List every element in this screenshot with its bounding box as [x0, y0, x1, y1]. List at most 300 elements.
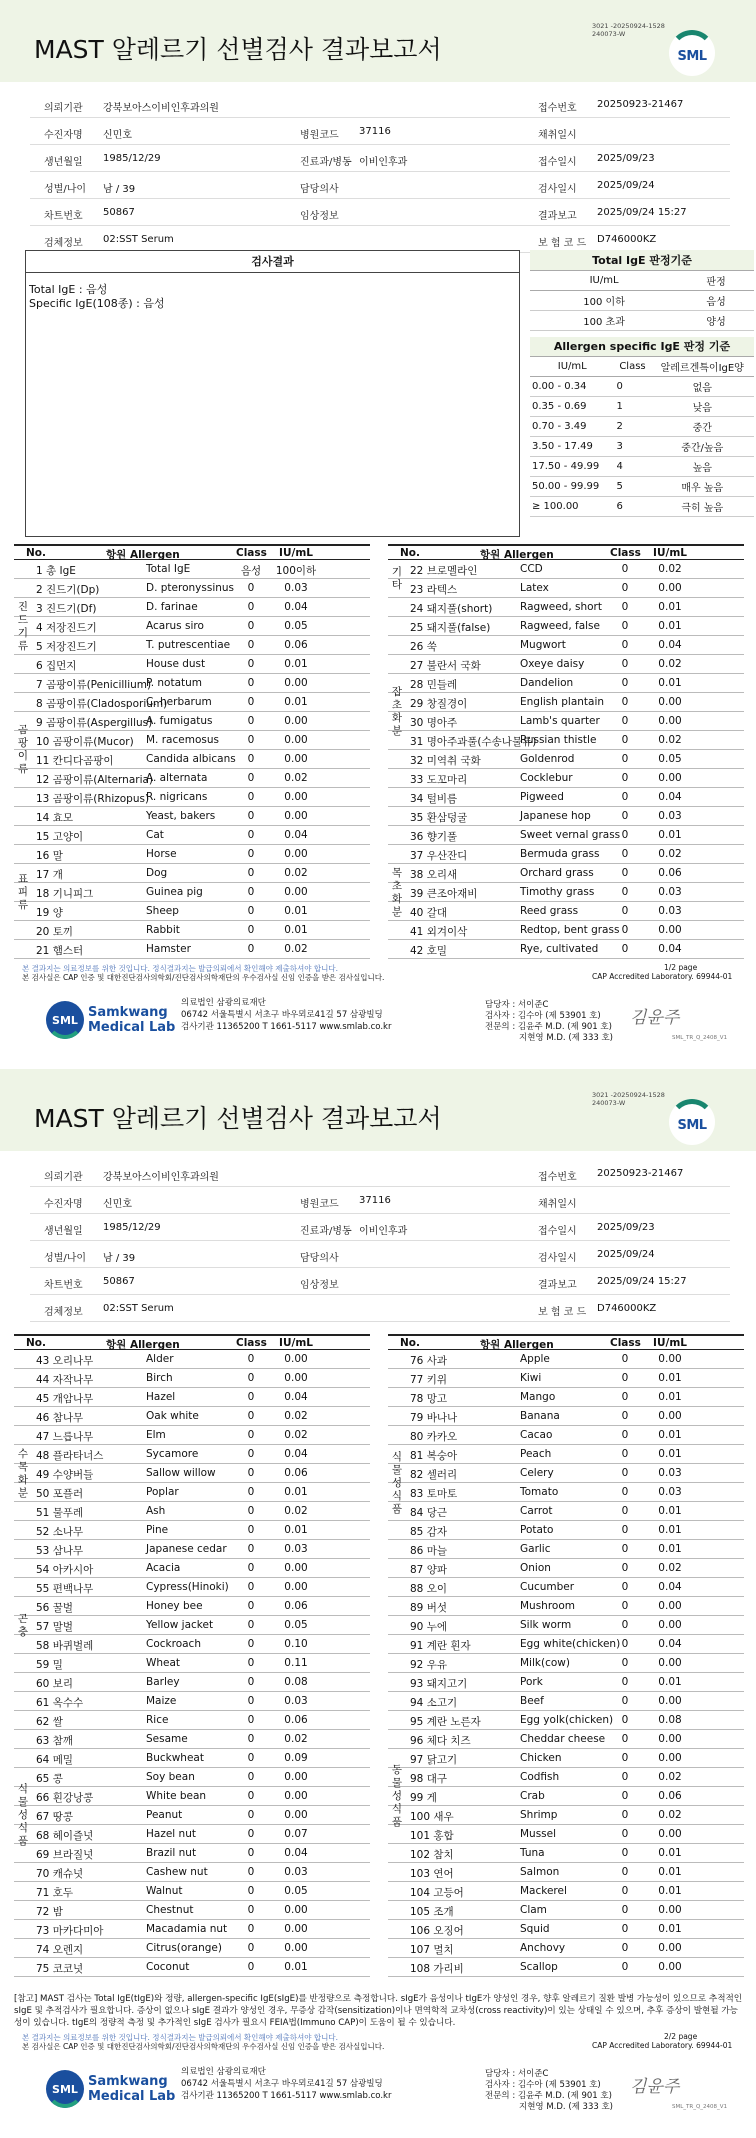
allergen-iu: 0.00: [284, 810, 308, 822]
allergen-class: 0: [621, 1562, 629, 1574]
allergen-iu: 0.04: [284, 1391, 308, 1403]
allergen-row: [14, 579, 370, 598]
allergen-korean: 59 밀: [36, 1659, 63, 1671]
allergen-korean: 11 칸디다곰팡이: [36, 755, 114, 767]
criteria-row: [530, 397, 754, 417]
allergen-korean: 31 명아주과풀(수송나물류): [410, 736, 537, 748]
info-label: 성별/나이: [44, 1253, 87, 1264]
allergen-iu: 0.00: [284, 1790, 308, 1802]
allergen-korean: 61 옥수수: [36, 1697, 84, 1709]
criteria-unit-head: IU/mL: [530, 357, 615, 377]
allergen-korean: 53 삼나무: [36, 1545, 84, 1557]
allergen-row: [14, 1445, 370, 1464]
allergen-iu: 0.00: [658, 772, 682, 784]
category-label: 동 물 성 식 품: [391, 1764, 403, 1828]
allergen-korean: 54 아카시아: [36, 1564, 94, 1576]
info-label: 담당의사: [300, 1253, 339, 1264]
allergen-row: [388, 1787, 744, 1806]
allergen-english: CCD: [520, 563, 543, 575]
info-value: 남 / 39: [103, 184, 136, 195]
cap-accreditation: CAP Accredited Laboratory. 69944-01: [592, 972, 733, 981]
allergen-row: [388, 1749, 744, 1768]
criteria-range: 17.50 - 49.99: [530, 457, 615, 477]
allergen-row: [388, 655, 744, 674]
allergen-korean: 108 가리비: [410, 1963, 464, 1975]
allergen-english: Banana: [520, 1410, 560, 1422]
info-label: 생년월일: [44, 1226, 83, 1237]
allergen-row: [14, 1578, 370, 1597]
criteria-range: 100 초과: [530, 310, 678, 330]
allergen-english: Sweet vernal grass: [520, 829, 621, 841]
info-label: 결과보고: [538, 211, 577, 222]
allergen-row: [14, 693, 370, 712]
allergen-english: Sallow willow: [146, 1467, 216, 1479]
allergen-iu: 0.02: [658, 1771, 682, 1783]
allergen-iu: 0.00: [284, 1904, 308, 1916]
allergen-iu: 0.00: [658, 1657, 682, 1669]
allergen-english: Chicken: [520, 1752, 562, 1764]
allergen-english: R. nigricans: [146, 791, 208, 803]
allergen-korean: 26 쑥: [410, 641, 437, 653]
category-label: 식 물 성 식 품: [17, 1783, 29, 1847]
allergen-korean: 52 소나무: [36, 1526, 84, 1538]
allergen-iu: 0.01: [658, 1676, 682, 1688]
allergen-row: [14, 1673, 370, 1692]
allergen-iu: 0.05: [658, 753, 682, 765]
allergen-english: Alder: [146, 1353, 174, 1365]
allergen-iu: 0.04: [284, 829, 308, 841]
info-label: 진료과/병동: [300, 157, 352, 168]
allergen-english: Kiwi: [520, 1372, 542, 1384]
allergen-english: Tuna: [520, 1847, 545, 1859]
allergen-class: 0: [621, 1885, 629, 1897]
allergen-korean: 100 새우: [410, 1811, 454, 1823]
allergen-iu: 0.01: [284, 1486, 308, 1498]
allergen-iu: 0.02: [658, 563, 682, 575]
allergen-row: [388, 1692, 744, 1711]
info-label: 임상정보: [300, 211, 339, 222]
criteria-class: 5: [615, 477, 651, 497]
allergen-iu: 0.07: [284, 1828, 308, 1840]
info-row: [30, 172, 730, 199]
allergen-class: 0: [247, 1581, 255, 1593]
allergen-korean: 33 도꼬마리: [410, 774, 468, 786]
allergen-row: [14, 1540, 370, 1559]
info-label: 차트번호: [44, 1280, 83, 1291]
allergen-row: [388, 1654, 744, 1673]
page-number: 2/2 page: [664, 2032, 698, 2041]
allergen-iu: 0.04: [284, 1847, 308, 1859]
allergen-iu: 0.00: [658, 1695, 682, 1707]
allergen-korean: 23 라텍스: [410, 584, 458, 596]
allergen-iu: 0.04: [658, 1638, 682, 1650]
allergen-korean: 92 우유: [410, 1659, 447, 1671]
allergen-row: [14, 731, 370, 750]
allergen-english: Oxeye daisy: [520, 658, 585, 670]
total-ige-criteria: [530, 250, 754, 331]
criteria-amount: 중간: [650, 417, 754, 437]
criteria-range: 0.00 - 0.34: [530, 377, 615, 397]
allergen-iu: 0.02: [284, 867, 308, 879]
info-row: [30, 145, 730, 172]
allergen-row: [14, 1521, 370, 1540]
allergen-iu: 0.00: [658, 696, 682, 708]
allergen-korean: 105 조개: [410, 1906, 454, 1918]
allergen-iu: 0.01: [284, 1961, 308, 1973]
allergen-english: Goldenrod: [520, 753, 575, 765]
allergen-row: [14, 1559, 370, 1578]
allergen-english: Brazil nut: [146, 1847, 197, 1859]
allergen-row: [388, 1426, 744, 1445]
allergen-english: Ragweed, short: [520, 601, 602, 613]
allergen-iu: 0.03: [284, 1866, 308, 1878]
allergen-iu: 0.01: [658, 1543, 682, 1555]
allergen-row: [14, 921, 370, 940]
allergen-english: Japanese hop: [520, 810, 591, 822]
allergen-iu: 0.04: [658, 791, 682, 803]
info-value: D746000KZ: [597, 1303, 657, 1314]
allergen-english: Mugwort: [520, 639, 566, 651]
allergen-row: [388, 769, 744, 788]
allergen-korean: 74 오렌지: [36, 1944, 84, 1956]
allergen-list-page1: [14, 544, 746, 964]
allergen-class: 0: [621, 1543, 629, 1555]
info-label: 차트번호: [44, 211, 83, 222]
allergen-english: Poplar: [146, 1486, 179, 1498]
allergen-korean: 107 멸치: [410, 1944, 454, 1956]
info-value: 2025/09/23: [597, 153, 655, 164]
allergen-korean: 47 느릅나무: [36, 1431, 94, 1443]
allergen-iu: 0.04: [284, 1448, 308, 1460]
allergen-class: 0: [247, 1600, 255, 1612]
allergen-korean: 71 호두: [36, 1887, 73, 1899]
allergen-class: 0: [621, 1904, 629, 1916]
allergen-class: 0: [621, 791, 629, 803]
allergen-korean: 38 오리새: [410, 869, 458, 881]
allergen-row: [14, 1920, 370, 1939]
allergen-class: 0: [621, 1524, 629, 1536]
accreditation-text: 본 검사실은 CAP 인증 및 대한진단검사의학회/진단검사의학재단의 우수검사실 신임 인증을 받은 검사실입니다.: [22, 973, 385, 982]
allergen-korean: 35 환삼덩굴: [410, 812, 468, 824]
allergen-row: [388, 579, 744, 598]
allergen-english: Cacao: [520, 1429, 553, 1441]
allergen-english: Horse: [146, 848, 177, 860]
allergen-row: [388, 1616, 744, 1635]
allergen-class: 0: [621, 1866, 629, 1878]
allergen-row: [14, 617, 370, 636]
header-iu: IU/mL: [279, 547, 313, 559]
form-code: SML_TR_Q_2408_V1: [672, 2104, 728, 2110]
allergen-korean: 93 돼지고기: [410, 1678, 468, 1690]
allergen-korean: 57 말벌: [36, 1621, 73, 1633]
allergen-row: [14, 940, 370, 959]
header-class: Class: [236, 1337, 267, 1349]
report-title: MAST 알레르기 선별검사 결과보고서: [34, 1104, 442, 1133]
allergen-korean: 62 쌀: [36, 1716, 63, 1728]
allergen-row: [388, 560, 744, 579]
allergen-iu: 0.01: [658, 620, 682, 632]
info-value: 강북보아스이비인후과의원: [103, 103, 219, 114]
allergen-class: 0: [247, 1638, 255, 1650]
allergen-english: Timothy grass: [520, 886, 595, 898]
criteria-amount: 매우 높음: [650, 477, 754, 497]
allergen-row: [14, 1863, 370, 1882]
allergen-iu: 0.05: [284, 1885, 308, 1897]
allergen-english: Maize: [146, 1695, 177, 1707]
criteria-class: 2: [615, 417, 651, 437]
criteria-amount: 중간/높음: [650, 437, 754, 457]
lab-brand: Samkwang Medical Lab: [88, 2074, 176, 2104]
allergen-iu: 0.06: [658, 1790, 682, 1802]
allergen-row: [14, 1768, 370, 1787]
allergen-row: [14, 1483, 370, 1502]
allergen-english: Rice: [146, 1714, 169, 1726]
allergen-iu: 0.03: [284, 1543, 308, 1555]
allergen-iu: 0.02: [284, 1429, 308, 1441]
allergen-row: [14, 1787, 370, 1806]
allergen-class: 0: [621, 848, 629, 860]
allergen-class: 0: [621, 943, 629, 955]
criteria-row: [530, 457, 754, 477]
allergen-class: 0: [621, 1429, 629, 1441]
allergen-class: 0: [621, 1467, 629, 1479]
header-no: No.: [26, 1337, 46, 1349]
allergen-row: [14, 769, 370, 788]
allergen-english: Garlic: [520, 1543, 551, 1555]
allergen-english: Ragweed, false: [520, 620, 600, 632]
allergen-class: 0: [247, 1505, 255, 1517]
allergen-row: [14, 902, 370, 921]
allergen-english: Carrot: [520, 1505, 553, 1517]
info-label: 접수번호: [538, 1172, 577, 1183]
category-label: 수 목 화 분: [17, 1447, 29, 1499]
info-row: [30, 1160, 730, 1187]
total-ige-criteria-title: Total IgE 판정기준: [530, 250, 754, 270]
allergen-row: [14, 1749, 370, 1768]
allergen-korean: 63 참깨: [36, 1735, 73, 1747]
cap-accreditation: CAP Accredited Laboratory. 69944-01: [592, 2041, 733, 2050]
header-allergen: 항원 Allergen: [106, 1339, 180, 1351]
allergen-english: D. pteronyssinus: [146, 582, 235, 594]
allergen-english: Latex: [520, 582, 549, 594]
allergen-korean: 3 진드기(Df): [36, 603, 97, 615]
specific-ige-criteria: [530, 337, 754, 518]
allergen-korean: 81 복숭아: [410, 1450, 458, 1462]
allergen-iu: 0.02: [658, 848, 682, 860]
allergen-row: [14, 883, 370, 902]
allergen-class: 0: [247, 848, 255, 860]
allergen-iu: 0.05: [284, 1619, 308, 1631]
allergen-row: [14, 1464, 370, 1483]
allergen-korean: 5 저장진드기: [36, 641, 97, 653]
criteria-range: 50.00 - 99.99: [530, 477, 615, 497]
allergen-korean: 8 곰팡이류(Cladosporium): [36, 698, 168, 710]
allergen-english: Sesame: [146, 1733, 188, 1745]
allergen-english: Peach: [520, 1448, 552, 1460]
allergen-class: 0: [247, 582, 255, 594]
allergen-row: [388, 1768, 744, 1787]
allergen-english: Macadamia nut: [146, 1923, 228, 1935]
allergen-english: Lamb's quarter: [520, 715, 600, 727]
allergen-row: [388, 864, 744, 883]
allergen-korean: 22 브로멜라인: [410, 565, 478, 577]
total-ige-result: Total IgE : 음성: [29, 283, 108, 296]
info-label: 의뢰기관: [44, 1172, 83, 1183]
allergen-english: Candida albicans: [146, 753, 236, 765]
allergen-korean: 45 개암나무: [36, 1393, 94, 1405]
allergen-iu: 0.11: [284, 1657, 308, 1669]
allergen-row: [388, 1578, 744, 1597]
criteria-row: [530, 437, 754, 457]
allergen-class: 0: [621, 1828, 629, 1840]
sml-logo-text: SML: [677, 1118, 707, 1133]
allergen-english: Cheddar cheese: [520, 1733, 606, 1745]
allergen-column-left: [14, 544, 370, 959]
allergen-row: [388, 1559, 744, 1578]
allergen-iu: 0.03: [284, 1695, 308, 1707]
allergen-class: 0: [247, 1809, 255, 1821]
allergen-row: [388, 1730, 744, 1749]
allergen-english: Total IgE: [146, 563, 191, 575]
allergen-row: [14, 1426, 370, 1445]
header-no: No.: [400, 1337, 420, 1349]
allergen-row: [388, 1445, 744, 1464]
allergen-row: [388, 712, 744, 731]
header-allergen: 항원 Allergen: [480, 1339, 554, 1351]
allergen-class: 0: [247, 601, 255, 613]
allergen-iu: 0.00: [658, 715, 682, 727]
allergen-row: [388, 693, 744, 712]
allergen-iu: 0.06: [284, 1467, 308, 1479]
allergen-iu: 0.06: [284, 639, 308, 651]
allergen-class: 0: [621, 1391, 629, 1403]
allergen-english: Salmon: [520, 1866, 560, 1878]
allergen-row: [388, 1521, 744, 1540]
allergen-row: [14, 674, 370, 693]
allergen-class: 0: [247, 696, 255, 708]
allergen-iu: 0.03: [658, 886, 682, 898]
header-allergen: 항원 Allergen: [480, 549, 554, 561]
allergen-class: 0: [621, 1923, 629, 1935]
allergen-iu: 0.00: [658, 1961, 682, 1973]
allergen-english: Scallop: [520, 1961, 558, 1973]
allergen-class: 0: [247, 734, 255, 746]
allergen-english: P. notatum: [146, 677, 203, 689]
allergen-class: 0: [621, 1600, 629, 1612]
allergen-iu: 0.01: [658, 1847, 682, 1859]
allergen-iu: 0.09: [284, 1752, 308, 1764]
allergen-korean: 21 햄스터: [36, 945, 84, 957]
allergen-row: [388, 598, 744, 617]
info-label: 보 험 코 드: [538, 238, 587, 249]
allergen-korean: 104 고등어: [410, 1887, 464, 1899]
allergen-korean: 2 진드기(Dp): [36, 584, 100, 596]
allergen-class: 0: [621, 1714, 629, 1726]
allergen-row: [14, 1711, 370, 1730]
allergen-class: 0: [247, 1657, 255, 1669]
allergen-row: [14, 598, 370, 617]
report-number: 3021 -20250924-1528 240073-W: [592, 1091, 665, 1107]
allergen-korean: 42 호밀: [410, 945, 447, 957]
allergen-korean: 96 체다 치즈: [410, 1735, 471, 1747]
criteria-class: 4: [615, 457, 651, 477]
category-label: 진 드 기 류: [17, 600, 29, 652]
allergen-english: Clam: [520, 1904, 547, 1916]
allergen-row: [14, 1407, 370, 1426]
allergen-row: [14, 1939, 370, 1958]
criteria-judge-head: 판정: [678, 270, 754, 290]
allergen-class: 0: [621, 905, 629, 917]
criteria-row: [530, 377, 754, 397]
allergen-class: 0: [247, 1790, 255, 1802]
allergen-korean: 86 마늘: [410, 1545, 447, 1557]
info-value: 02:SST Serum: [103, 234, 174, 245]
info-value: 1985/12/29: [103, 153, 161, 164]
allergen-korean: 67 땅콩: [36, 1811, 73, 1823]
allergen-class: 0: [621, 1942, 629, 1954]
allergen-row: [388, 826, 744, 845]
allergen-row: [388, 1388, 744, 1407]
allergen-iu: 0.00: [658, 1942, 682, 1954]
allergen-class: 0: [247, 1942, 255, 1954]
allergen-iu: 0.05: [284, 620, 308, 632]
allergen-row: [388, 1502, 744, 1521]
allergen-class: 0: [621, 1961, 629, 1973]
criteria-amount: 극히 높음: [650, 497, 754, 517]
allergen-column-left: [14, 1334, 370, 1977]
accreditation-text: 본 검사실은 CAP 인증 및 대한진단검사의학회/진단검사의학재단의 우수검사실 신임 인증을 받은 검사실입니다.: [22, 2042, 385, 2051]
allergen-korean: 46 참나무: [36, 1412, 84, 1424]
allergen-korean: 1 총 IgE: [36, 565, 76, 577]
reference-note: [참고] MAST 검사는 Total IgE(tIgE)와 정량, allergen-specific IgE(sIgE)를 반정량으로 측정합니다. sIgE가 음성이나 tIgE가 양성인 경우, 향후 알레르기 질환 발병 가능성이 있으므로 추적적인 sIgE 및 추적검사가 필요합니다. 증상이 없으나 sIgE 결과가 양성인 경우, 무증상 감작(sensitization)이나 면역학적 교차성(cross reactivity)이 있는 상태일 수 있으며, 추후 증상이 발현될 가능성이 있습니다. tIgE의 정량적 측정 및 추가적인 sIgE 검사가 필요시 FEIA법(Immuno CAP)이 도움이 될 수 있습니다.: [14, 1994, 743, 2028]
allergen-english: White bean: [146, 1790, 207, 1802]
allergen-iu: 0.00: [284, 1353, 308, 1365]
allergen-column-right: [388, 544, 744, 959]
samkwang-logo-text: SML: [52, 1014, 78, 1027]
allergen-iu: 0.10: [284, 1638, 308, 1650]
info-value: 1985/12/29: [103, 1222, 161, 1233]
allergen-english: Russian thistle: [520, 734, 597, 746]
criteria-amount: 없음: [650, 377, 754, 397]
allergen-english: Dandelion: [520, 677, 574, 689]
allergen-korean: 16 말: [36, 850, 63, 862]
criteria-judge: 음성: [678, 290, 754, 310]
allergen-row: [14, 788, 370, 807]
allergen-korean: 55 편백나무: [36, 1583, 94, 1595]
allergen-english: Yeast, bakers: [146, 810, 216, 822]
allergen-row: [14, 1806, 370, 1825]
allergen-class: 0: [621, 1448, 629, 1460]
allergen-class: 0: [621, 924, 629, 936]
info-row: [30, 1187, 730, 1214]
allergen-iu: 0.02: [284, 943, 308, 955]
info-row: [30, 1268, 730, 1295]
allergen-iu: 0.04: [284, 601, 308, 613]
info-row: [30, 1241, 730, 1268]
allergen-korean: 49 수양버들: [36, 1469, 94, 1481]
allergen-korean: 48 플라타너스: [36, 1450, 104, 1462]
allergen-class: 0: [621, 1790, 629, 1802]
category-label: 곰 팡 이 류: [17, 724, 29, 775]
allergen-korean: 50 포플러: [36, 1488, 84, 1500]
allergen-row: [388, 1407, 744, 1426]
allergen-row: [388, 1863, 744, 1882]
report-title: MAST 알레르기 선별검사 결과보고서: [34, 35, 442, 64]
allergen-iu: 0.00: [284, 1771, 308, 1783]
allergen-row: [14, 1616, 370, 1635]
allergen-class: 0: [621, 1581, 629, 1593]
allergen-class: 0: [247, 1828, 255, 1840]
